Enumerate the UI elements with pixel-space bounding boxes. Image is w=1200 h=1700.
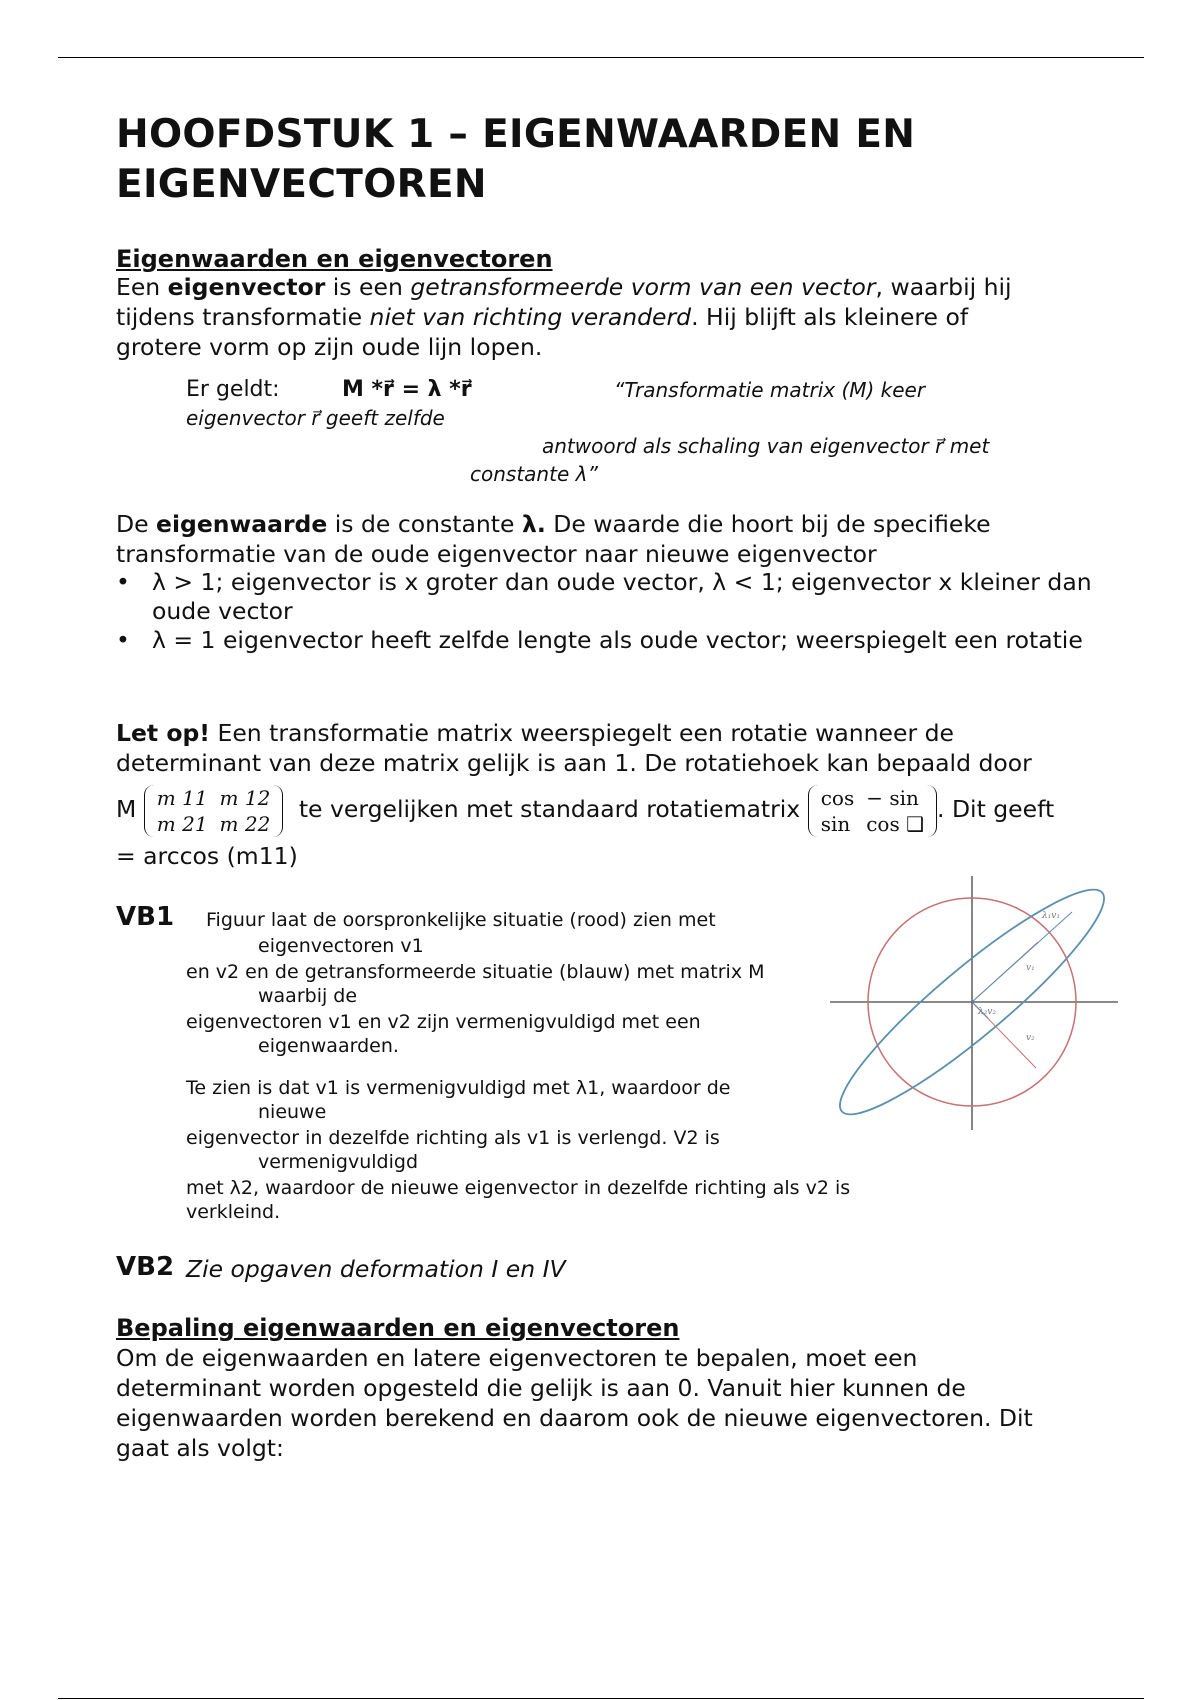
vb1-line-12: verkleind. [186, 1201, 281, 1223]
label-v1: v₁ [1026, 963, 1035, 973]
letop-paragraph: Let op! Een transformatie matrix weerspiegelt een rotatie wanneer de determinant van deze matrix gelijk is aan 1. De rotatiehoek kan bepaald door [116, 719, 1032, 777]
vb1-line-11: met λ2, waardoor de nieuwe eigenvector in dezelfde richting als v2 is [186, 1177, 851, 1199]
bottom-rule [58, 1698, 1144, 1699]
vb1-line-6: eigenwaarden. [258, 1035, 399, 1057]
label-l2v2: λ₂v₂ [978, 1007, 997, 1017]
lambda1-v1-vector [972, 912, 1072, 1002]
bullet-item: • λ = 1 eigenvector heeft zelfde lengte als oude vector; weerspiegelt een rotatie [116, 626, 1096, 655]
matrix-end-text: . Dit geeft [937, 795, 1055, 823]
rotation-matrix: cos − sin sin cos ❑ [808, 785, 937, 837]
vb1-line-2: eigenvectoren v1 [258, 935, 424, 957]
vb1-line-10: vermenigvuldigd [258, 1151, 419, 1173]
vb1-line-7: Te zien is dat v1 is vermenigvuldigd met λ1, waardoor de [186, 1077, 731, 1099]
bepaling-paragraph: Om de eigenwaarden en latere eigenvectoren te bepalen, moet een determinant worden opgesteld die gelijk is aan 0. Vanuit hier kunnen de eigenwaarden worden berekend en daarom ook de nieuwe eigenvectoren. Dit gaat als volgt: [116, 1344, 1033, 1462]
quote-line-2: eigenvector r⃗ geeft zelfde [186, 406, 445, 430]
vb2-label: VB2 [116, 1252, 175, 1282]
quote-line-1: “Transformatie matrix (M) keer [614, 378, 926, 402]
eigen-formula: M *r⃗ = λ *r⃗ [342, 377, 472, 402]
eigenwaarde-paragraph: De eigenwaarde is de constante λ. De waarde die hoort bij de specifieke transformatie van de oude eigenvector naar nieuwe eigenvector [116, 510, 991, 568]
vb1-line-8: nieuwe [258, 1101, 327, 1123]
vb2-text: Zie opgaven deformation I en IV [186, 1255, 566, 1283]
vb1-line-1: Figuur laat de oorspronkelijke situatie (rood) zien met [206, 909, 716, 931]
eigenvector-figure [826, 872, 1126, 1132]
matrix-m: m 11 m 12 m 21 m 22 [144, 785, 284, 837]
intro-paragraph: Een eigenvector is een getransformeerde vorm van een vector, waarbij hij tijdens transformatie niet van richting veranderd. Hij blijft als kleinere of grotere vorm op zijn oude lijn lopen. [116, 273, 1012, 361]
quote-line-3: antwoord als schaling van eigenvector r⃗ met [542, 434, 990, 458]
title-line-1: HOOFDSTUK 1 – EIGENWAARDEN EN [116, 112, 916, 157]
eigenwaarde-bullets [116, 568, 1096, 655]
er-geldt-label: Er geldt: [186, 377, 280, 402]
vb1-line-4: waarbij de [258, 985, 358, 1007]
title-line-2: EIGENVECTOREN [116, 162, 487, 207]
top-rule [58, 57, 1144, 58]
vb1-line-5: eigenvectoren v1 en v2 zijn vermenigvuldigd met een [186, 1011, 701, 1033]
label-v2: v₂ [1026, 1033, 1035, 1043]
vb1-line-3: en v2 en de getransformeerde situatie (blauw) met matrix M [186, 961, 765, 983]
matrix-m-label: M [116, 795, 137, 823]
vb1-line-9: eigenvector in dezelfde richting als v1 is verlengd. V2 is [186, 1127, 720, 1149]
arccos-line: = arccos (m11) [116, 842, 298, 870]
matrix-mid-text: te vergelijken met standaard rotatiematrix [298, 795, 801, 823]
page-title [116, 110, 915, 210]
bullet-item: • λ > 1; eigenvector is x groter dan oude vector, λ < 1; eigenvector x kleiner dan oude vector [116, 568, 1096, 626]
section-heading-eigenwaarden: Eigenwaarden en eigenvectoren [116, 245, 553, 273]
section-heading-bepaling: Bepaling eigenwaarden en eigenvectoren [116, 1314, 680, 1342]
vb1-label: VB1 [116, 902, 175, 932]
matrix-line [116, 781, 1096, 837]
label-l1v1: λ₁v₁ [1042, 911, 1061, 921]
quote-line-4: constante λ” [470, 462, 598, 486]
